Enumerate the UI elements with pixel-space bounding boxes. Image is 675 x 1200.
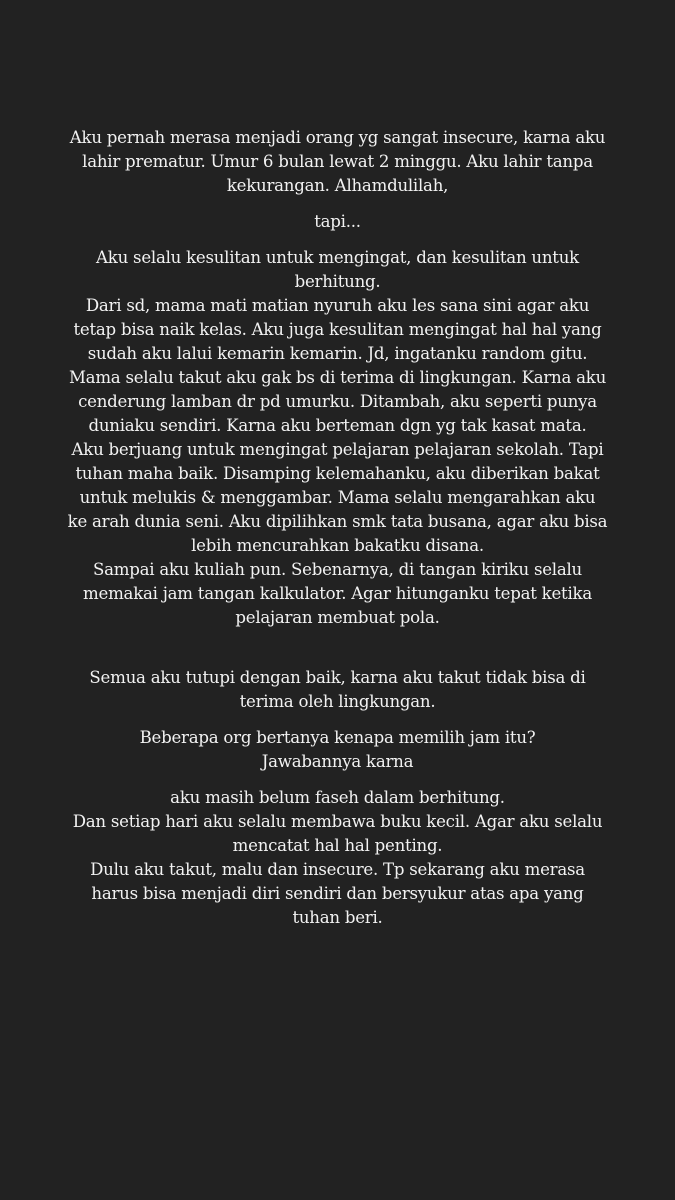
text-line: lahir prematur. Umur 6 bulan lewat 2 minggu. Aku lahir tanpa (82, 152, 593, 171)
text-line: cenderung lamban dr pd umurku. Ditambah, aku seperti punya (78, 392, 597, 411)
text-line: harus bisa menjadi diri sendiri dan bersyukur atas apa yang (91, 884, 584, 903)
text-line: lebih mencurahkan bakatku disana. (191, 536, 484, 555)
text-line: berhitung. (294, 272, 381, 291)
text-line: Sampai aku kuliah pun. Sebenarnya, di tangan kiriku selalu (93, 560, 582, 579)
paragraph-answer (40, 786, 635, 930)
text-line: terima oleh lingkungan. (239, 692, 436, 711)
paragraph-question (40, 726, 635, 774)
text-line: Jawabannya karna (261, 752, 414, 771)
text-line: Aku pernah merasa menjadi orang yg sangat insecure, karna aku (69, 128, 606, 147)
story-text-block (40, 126, 635, 930)
text-line: Dulu aku takut, malu dan insecure. Tp sekarang aku merasa (90, 860, 585, 879)
paragraph-intro (40, 126, 635, 198)
text-line: Dari sd, mama mati matian nyuruh aku les sana sini agar aku (85, 296, 590, 315)
paragraph-hiding (40, 666, 635, 714)
paragraph-tapi (40, 210, 635, 234)
text-line: Dan setiap hari aku selalu membawa buku kecil. Agar aku selalu (72, 812, 603, 831)
text-line: tapi... (314, 212, 361, 231)
text-line: memakai jam tangan kalkulator. Agar hitunganku tepat ketika (83, 584, 592, 603)
text-line: sudah aku lalui kemarin kemarin. Jd, ingatanku random gitu. (87, 344, 588, 363)
text-line: tuhan maha baik. Disamping kelemahanku, aku diberikan bakat (75, 464, 600, 483)
text-line: mencatat hal hal penting. (232, 836, 443, 855)
paragraph-main (40, 246, 635, 630)
text-line: untuk melukis & menggambar. Mama selalu mengarahkan aku (79, 488, 596, 507)
text-line: tetap bisa naik kelas. Aku juga kesulitan mengingat hal hal yang (73, 320, 602, 339)
text-line: Aku selalu kesulitan untuk mengingat, dan kesulitan untuk (96, 248, 579, 267)
text-line: aku masih belum faseh dalam berhitung. (170, 788, 505, 807)
text-line: Mama selalu takut aku gak bs di terima di lingkungan. Karna aku (68, 368, 607, 387)
text-line: kekurangan. Alhamdulilah, (226, 176, 449, 195)
text-line: Beberapa org bertanya kenapa memilih jam itu? (139, 728, 536, 747)
text-line: tuhan beri. (292, 908, 383, 927)
text-line: ke arah dunia seni. Aku dipilihkan smk tata busana, agar aku bisa (67, 512, 608, 531)
text-line: Aku berjuang untuk mengingat pelajaran pelajaran sekolah. Tapi (71, 440, 604, 459)
text-line: pelajaran membuat pola. (235, 608, 440, 627)
text-line: duniaku sendiri. Karna aku berteman dgn yg tak kasat mata. (88, 416, 587, 435)
text-line: Semua aku tutupi dengan baik, karna aku takut tidak bisa di (89, 668, 586, 687)
